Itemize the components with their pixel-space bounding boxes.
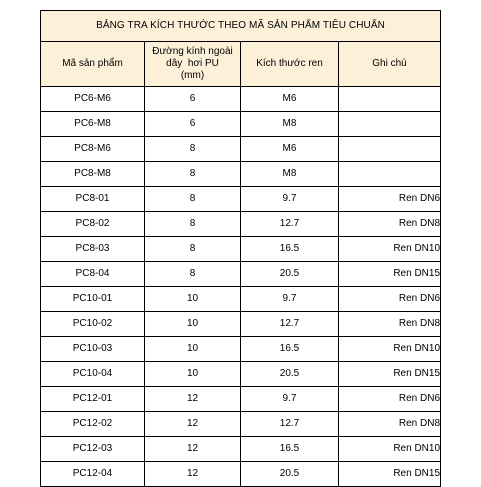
header-note: Ghi chú [339,42,441,87]
cell-product-code: PC8-01 [41,187,145,212]
table-title: BẢNG TRA KÍCH THƯỚC THEO MÃ SẢN PHẨM TIÊU CHUẨN [41,11,441,42]
cell-product-code: PC8-04 [41,262,145,287]
cell-thread-size: M6 [241,137,339,162]
cell-product-code: PC12-04 [41,462,145,487]
cell-outer-diameter: 10 [145,337,241,362]
table-body [41,87,441,487]
title-row [41,11,441,42]
table-row [41,237,441,262]
cell-product-code: PC8-M8 [41,162,145,187]
table-row [41,412,441,437]
cell-product-code: PC10-01 [41,287,145,312]
cell-thread-size: 16.5 [241,337,339,362]
cell-thread-size: 20.5 [241,362,339,387]
cell-note: Ren DN8 [339,212,441,237]
cell-outer-diameter: 8 [145,162,241,187]
cell-thread-size: 12.7 [241,412,339,437]
cell-outer-diameter: 12 [145,462,241,487]
header-code: Mã sản phẩm [41,42,145,87]
cell-product-code: PC12-03 [41,437,145,462]
header-diameter-line3: (mm) [180,70,205,81]
cell-product-code: PC8-03 [41,237,145,262]
table-row [41,162,441,187]
cell-note: Ren DN8 [339,412,441,437]
cell-outer-diameter: 12 [145,437,241,462]
cell-thread-size: 20.5 [241,462,339,487]
header-diameter-line2: dây hơi PU [166,58,219,69]
table-row [41,112,441,137]
cell-thread-size: 16.5 [241,237,339,262]
table-row [41,262,441,287]
cell-note: Ren DN10 [339,237,441,262]
cell-note [339,112,441,137]
header-diameter-line1: Đường kính ngoài [152,46,233,57]
table-row [41,287,441,312]
cell-note: Ren DN15 [339,362,441,387]
cell-thread-size: 20.5 [241,262,339,287]
cell-note: Ren DN15 [339,262,441,287]
cell-product-code: PC6-M6 [41,87,145,112]
header-row [41,42,441,87]
cell-note: Ren DN6 [339,287,441,312]
table-row [41,87,441,112]
table-row [41,362,441,387]
cell-outer-diameter: 12 [145,412,241,437]
cell-note: Ren DN8 [339,312,441,337]
table-row [41,137,441,162]
cell-note [339,137,441,162]
cell-thread-size: M8 [241,162,339,187]
cell-product-code: PC12-01 [41,387,145,412]
cell-note: Ren DN6 [339,387,441,412]
cell-thread-size: 16.5 [241,437,339,462]
cell-note: Ren DN15 [339,462,441,487]
cell-outer-diameter: 8 [145,212,241,237]
cell-thread-size: 12.7 [241,212,339,237]
cell-note [339,87,441,112]
table-row [41,462,441,487]
table-row [41,312,441,337]
cell-outer-diameter: 10 [145,312,241,337]
cell-outer-diameter: 6 [145,112,241,137]
cell-product-code: PC10-04 [41,362,145,387]
cell-outer-diameter: 8 [145,237,241,262]
cell-outer-diameter: 6 [145,87,241,112]
cell-note: Ren DN10 [339,437,441,462]
cell-thread-size: 9.7 [241,387,339,412]
size-lookup-table [40,10,441,487]
cell-outer-diameter: 10 [145,362,241,387]
table-row [41,337,441,362]
cell-note: Ren DN10 [339,337,441,362]
cell-product-code: PC6-M8 [41,112,145,137]
cell-product-code: PC8-02 [41,212,145,237]
cell-outer-diameter: 12 [145,387,241,412]
header-diameter [145,42,241,87]
cell-thread-size: 9.7 [241,187,339,212]
cell-product-code: PC10-03 [41,337,145,362]
table-row [41,387,441,412]
table-row [41,187,441,212]
cell-thread-size: 9.7 [241,287,339,312]
cell-outer-diameter: 8 [145,187,241,212]
table-row [41,437,441,462]
cell-outer-diameter: 10 [145,287,241,312]
cell-thread-size: M6 [241,87,339,112]
cell-product-code: PC8-M6 [41,137,145,162]
cell-note: Ren DN6 [339,187,441,212]
cell-outer-diameter: 8 [145,137,241,162]
cell-thread-size: 12.7 [241,312,339,337]
header-thread: Kích thước ren [241,42,339,87]
cell-note [339,162,441,187]
table-row [41,212,441,237]
cell-thread-size: M8 [241,112,339,137]
cell-outer-diameter: 8 [145,262,241,287]
cell-product-code: PC12-02 [41,412,145,437]
cell-product-code: PC10-02 [41,312,145,337]
